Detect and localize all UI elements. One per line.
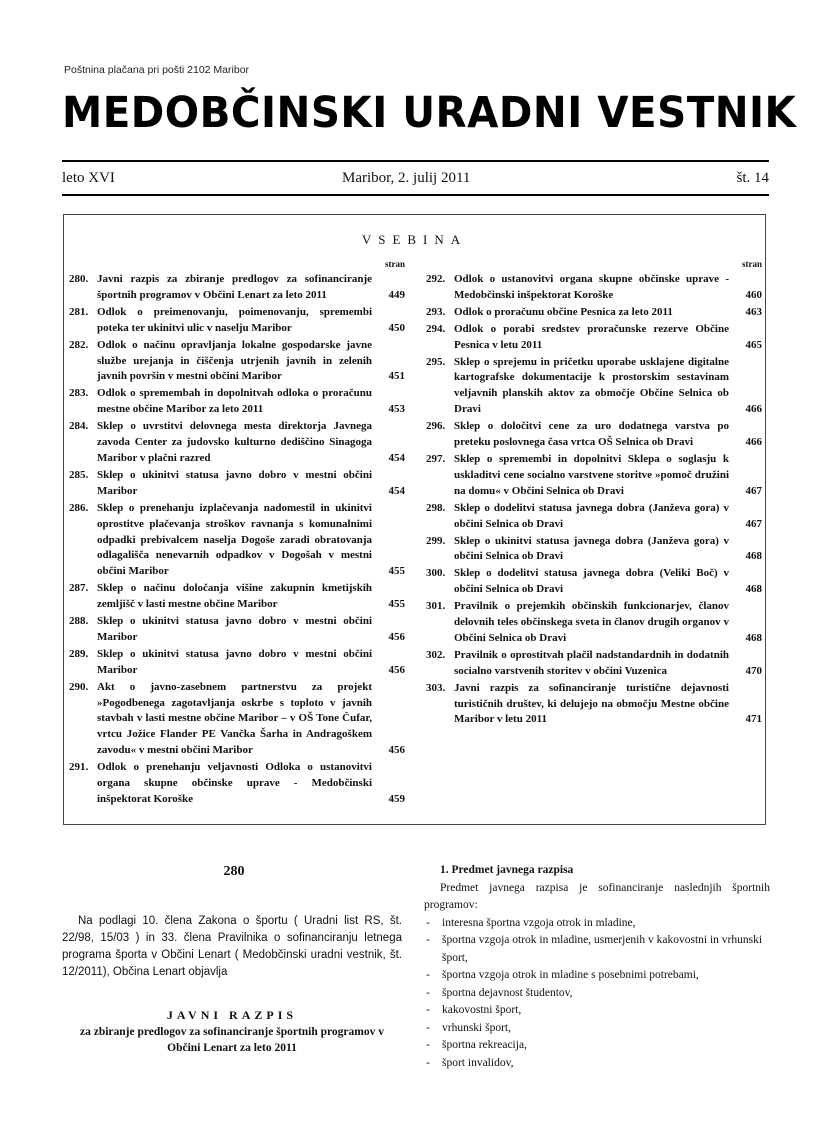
toc-page-label: stran xyxy=(385,259,405,269)
toc-entry-number: 295. xyxy=(426,355,446,368)
list-item: - vrhunski šport, xyxy=(424,1020,770,1038)
toc-entry-number: 302. xyxy=(426,648,446,661)
issue-year: leto XVI xyxy=(62,170,115,186)
toc-entry xyxy=(69,760,405,808)
list-item: - športna vzgoja otrok in mladine s posebnimi potrebami, xyxy=(424,967,770,985)
toc-entry-title: Sklep o ukinitvi statusa javnega dobra (Janževa gora) v občini Selnica ob Dravi xyxy=(454,534,729,563)
toc-entry xyxy=(69,581,405,613)
toc-entry-page: 451 xyxy=(388,370,405,383)
toc-entry-page: 450 xyxy=(388,321,405,334)
toc-entry-page: 459 xyxy=(388,793,405,805)
header-rule-bottom xyxy=(62,194,769,196)
toc-entry-number: 286. xyxy=(69,501,89,514)
toc-entry-number: 285. xyxy=(69,468,89,481)
list-item: - športna vzgoja otrok in mladine, usmerjenih v kakovostni in vrhunski šport, xyxy=(424,932,770,967)
toc-entry-number: 283. xyxy=(69,387,89,400)
toc-entry xyxy=(69,647,405,679)
table-of-contents xyxy=(63,214,766,825)
article-intro: Na podlagi 10. člena Zakona o športu ( Uradni list RS, št. 22/98, 15/03 ) in 33. člena Pravilnika o sofinanciranju letnega programa športa v Občini Lenart ( Medobčinski uradni vestnik, št. 12/2011), Občina Lenart objavlja xyxy=(62,915,402,978)
toc-entry-title: Sklep o dodelitvi statusa javnega dobra (Janževa gora) v občini Selnica ob Dravi xyxy=(454,501,729,530)
issue-line xyxy=(62,170,769,192)
toc-column-right xyxy=(426,259,762,729)
toc-entry-title: Sklep o ukinitvi statusa javno dobro v mestni občini Maribor xyxy=(97,647,372,676)
toc-entry xyxy=(69,305,405,337)
toc-entry-page: 466 xyxy=(745,436,762,449)
toc-entry xyxy=(426,272,762,304)
toc-entry-title: Odlok o proračunu občine Pesnica za leto 2011 xyxy=(454,305,673,318)
toc-entry-title: Odlok o ustanovitvi organa skupne občinske uprave - Medobčinski inšpektorat Koroške xyxy=(454,273,729,301)
toc-entry-title: Sklep o načinu določanja višine zakupnin kmetijskih zemljišč v lasti mestne občine Maribor xyxy=(97,582,372,611)
toc-title: VSEBINA xyxy=(361,232,468,247)
toc-entry-number: 284. xyxy=(69,420,89,433)
masthead-title: MEDOBČINSKI URADNI VESTNIK xyxy=(62,88,797,138)
toc-entry-page: 455 xyxy=(388,565,405,578)
toc-entry-number: 296. xyxy=(426,420,446,433)
program-list xyxy=(424,915,770,1073)
toc-entry-title: Javni razpis za sofinanciranje turistične dejavnosti turističnih društev, ki delujejo na območju Mestne občine Maribor v letu 2011 xyxy=(454,681,729,726)
toc-entry-page: 456 xyxy=(388,630,405,643)
toc-entry-number: 281. xyxy=(69,305,89,318)
list-item: - interesna športna vzgoja otrok in mladine, xyxy=(424,915,770,933)
toc-entry xyxy=(69,468,405,500)
toc-entry xyxy=(426,419,762,451)
toc-entry-number: 303. xyxy=(426,681,446,694)
toc-entry-page: 467 xyxy=(745,484,762,497)
toc-entry-page: 466 xyxy=(745,403,762,416)
toc-entry xyxy=(426,305,762,321)
toc-entry-title: Odlok o preimenovanju, poimenovanju, spremembi poteka ter ukinitvi ulic v naselju Maribor xyxy=(97,305,372,334)
toc-entry-title: Sklep o spremembi in dopolnitvi Sklepa o soglasju k uskladitvi cene socialno varstvene storitve »pomoč družini na domu« v Občini Selnica ob Dravi xyxy=(454,452,729,497)
toc-entry-number: 282. xyxy=(69,338,89,351)
toc-entry-page: 453 xyxy=(388,403,405,416)
toc-entry-title: Odlok o porabi sredstev proračunske rezerve Občine Pesnica v letu 2011 xyxy=(454,322,729,351)
toc-entry-page: 471 xyxy=(745,713,762,726)
toc-entry-title: Odlok o načinu opravljanja lokalne gospodarske javne službe urejanja in čiščenja utrjenih javnih in zelenih javnih površin v mestni občini Maribor xyxy=(97,338,372,383)
toc-entry-page: 454 xyxy=(388,484,405,497)
toc-entry xyxy=(69,386,405,418)
header-rule-top xyxy=(62,160,769,162)
toc-entry xyxy=(426,681,762,729)
toc-entry-number: 294. xyxy=(426,322,446,335)
toc-entry xyxy=(69,680,405,760)
toc-entry xyxy=(426,355,762,419)
list-item: - šport invalidov, xyxy=(424,1055,770,1073)
toc-entry-title: Akt o javno-zasebnem partnerstvu za projekt »Pogodbenega zagotavljanja oskrbe s toploto v javnih stavbah v lasti mestne občine Maribor – v OŠ Tone Čufar, vrtcu Jožice Flander PE Vančka Šarha in Andragoškem zavodu« v mestni občini Maribor xyxy=(97,680,372,757)
issue-number: št. 14 xyxy=(736,170,769,186)
toc-entry-page: 449 xyxy=(388,288,405,301)
toc-entry-title: Odlok o spremembah in dopolnitvah odloka o proračunu mestne občine Maribor za leto 2011 xyxy=(97,387,372,416)
toc-entry xyxy=(69,338,405,386)
toc-entry-number: 298. xyxy=(426,501,446,514)
article-left-column xyxy=(62,864,402,1056)
toc-entry-page: 468 xyxy=(745,550,762,563)
toc-entry xyxy=(69,272,405,304)
toc-entry-title: Sklep o določitvi cene za uro dodatnega varstva po preteku poslovnega časa vrtca OŠ Selnica ob Dravi xyxy=(454,420,729,449)
toc-column-left xyxy=(69,259,405,809)
toc-entry-number: 292. xyxy=(426,273,446,285)
toc-entry-title: Sklep o ukinitvi statusa javno dobro v mestni občini Maribor xyxy=(97,468,372,497)
toc-entry-page: 468 xyxy=(745,631,762,644)
toc-entry xyxy=(426,452,762,500)
list-item: - kakovostni šport, xyxy=(424,1002,770,1020)
list-item: - športna dejavnost študentov, xyxy=(424,985,770,1003)
toc-entry-page: 468 xyxy=(745,583,762,596)
list-item: - športna rekreacija, xyxy=(424,1037,770,1055)
section-paragraph: Predmet javnega razpisa je sofinanciranje naslednjih športnih programov: xyxy=(424,881,770,911)
toc-entry-number: 300. xyxy=(426,567,446,580)
postal-note: Poštnina plačana pri pošti 2102 Maribor xyxy=(64,64,250,76)
toc-entry-number: 290. xyxy=(69,680,89,693)
toc-entry-page: 456 xyxy=(388,663,405,676)
toc-entry-number: 297. xyxy=(426,452,446,465)
toc-entry-number: 287. xyxy=(69,582,89,595)
toc-entry-title: Javni razpis za zbiranje predlogov za sofinanciranje športnih programov v Občini Lenart za leto 2011 xyxy=(97,273,372,301)
toc-entry-number: 289. xyxy=(69,647,89,660)
toc-entry-title: Sklep o ukinitvi statusa javno dobro v mestni občini Maribor xyxy=(97,615,372,643)
toc-entry-number: 288. xyxy=(69,615,89,628)
toc-entry-number: 299. xyxy=(426,534,446,547)
toc-entry-number: 301. xyxy=(426,600,446,613)
toc-entry xyxy=(69,419,405,467)
toc-entry-number: 280. xyxy=(69,273,89,285)
toc-entry-page: 460 xyxy=(745,288,762,301)
toc-entry xyxy=(426,599,762,647)
toc-entry-title: Odlok o prenehanju veljavnosti Odloka o ustanovitvi organa skupne občinske uprave - Medobčinski inšpektorat Koroške xyxy=(97,761,372,805)
toc-entry xyxy=(69,501,405,581)
toc-entry xyxy=(69,614,405,646)
article-subheading: za zbiranje predlogov za sofinanciranje športnih programov v Občini Lenart za leto 2011 xyxy=(80,1026,384,1054)
toc-entry-title: Sklep o sprejemu in pričetku uporabe usklajene digitalne kartografske dokumentacije k prostorskim sestavinam veljavnih planskih aktov za območje Občine Selnica ob Dravi xyxy=(454,355,729,416)
toc-entry-title: Sklep o prenehanju izplačevanja nadomestil in ukinitvi oprostitve plačevanja stroškov ravnanja s komunalnimi odpadki prebivalcem naselja Dogoše zaradi obratovanja odlagališča nenevarnih odpadkov v Dogošah v mestni občini Maribor xyxy=(97,501,372,578)
toc-page-label: stran xyxy=(742,259,762,269)
toc-entry xyxy=(426,501,762,533)
toc-entry xyxy=(426,534,762,566)
toc-entry xyxy=(426,566,762,598)
toc-entry-page: 470 xyxy=(745,664,762,677)
toc-entry-page: 465 xyxy=(745,338,762,351)
section-title: 1. Predmet javnega razpisa xyxy=(440,864,574,876)
issue-place-date: Maribor, 2. julij 2011 xyxy=(342,170,471,186)
toc-entry-title: Pravilnik o oprostitvah plačil nadstandardnih in dodatnih socialno varstvenih storitev v občini Vuzenica xyxy=(454,648,729,677)
toc-entry-page: 454 xyxy=(388,451,405,464)
toc-entry-title: Pravilnik o prejemkih občinskih funkcionarjev, članov delovnih teles občinskega sveta in članov drugih organov v Občini Selnica ob Dravi xyxy=(454,600,729,644)
toc-entry-page: 456 xyxy=(388,744,405,757)
toc-entry xyxy=(426,322,762,354)
article-number: 280 xyxy=(223,864,245,879)
toc-entry-title: Sklep o uvrstitvi delovnega mesta direktorja Javnega zavoda Center za judovsko kulturno dediščino Sinagoga Maribor v plačni razred xyxy=(97,420,372,464)
toc-entry-title: Sklep o dodelitvi statusa javnega dobra (Veliki Boč) v občini Selnica ob Dravi xyxy=(454,567,729,596)
toc-entry xyxy=(426,648,762,680)
article-right-column xyxy=(424,862,770,1072)
toc-entry-page: 455 xyxy=(388,598,405,611)
toc-entry-page: 463 xyxy=(745,305,762,318)
toc-entry-number: 291. xyxy=(69,761,89,774)
article-heading: JAVNI RAZPIS xyxy=(166,1008,298,1022)
toc-entry-page: 467 xyxy=(745,517,762,530)
toc-entry-number: 293. xyxy=(426,305,446,318)
